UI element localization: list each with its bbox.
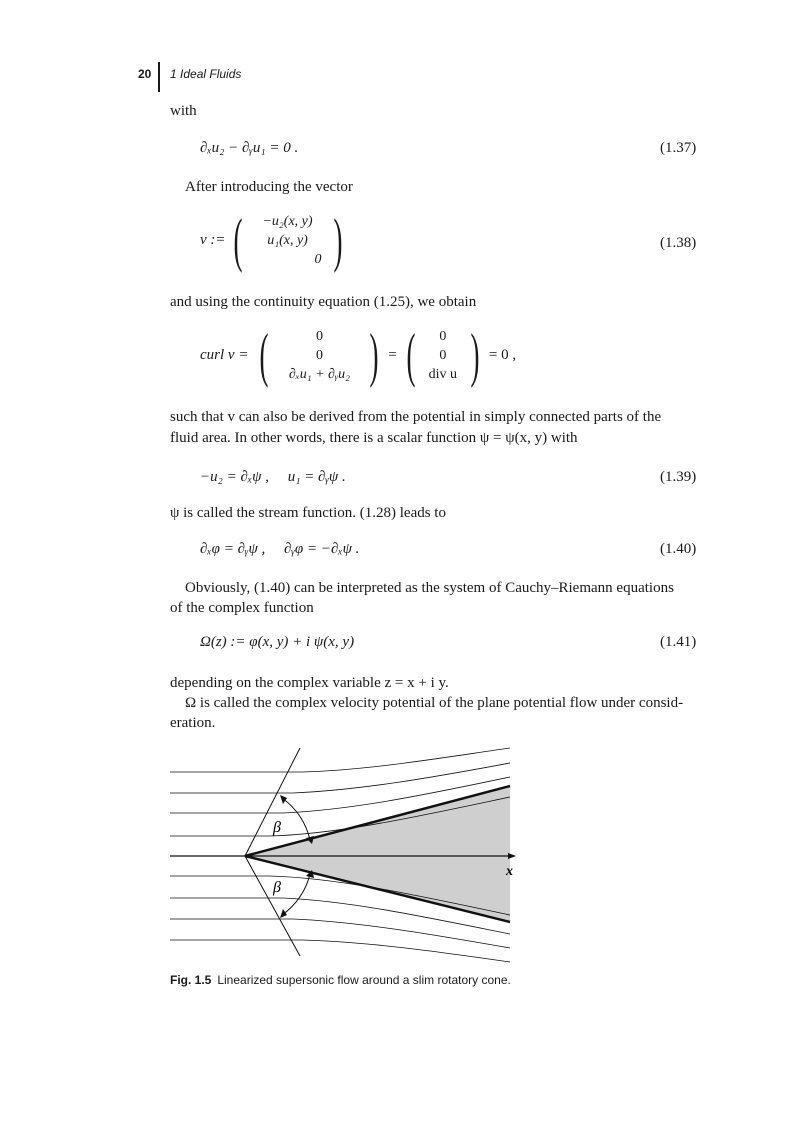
x-axis-label: x	[506, 864, 513, 879]
arc-arrowhead	[280, 909, 287, 918]
text-continuity: and using the continuity equation (1.25), we obtain	[170, 294, 477, 310]
left-paren: (	[259, 322, 269, 388]
vector-v-definition: v :=	[200, 231, 226, 248]
streamline	[170, 748, 510, 772]
mach-line-lower	[245, 856, 300, 956]
equation-number-1-40: (1.40)	[660, 541, 697, 557]
vector-row: −u₂(x, y)	[262, 213, 313, 229]
curl-lhs: curl v =	[200, 346, 249, 363]
text-after-introducing: After introducing the vector	[185, 179, 353, 195]
curl-row: 0	[439, 347, 447, 363]
angle-label-beta-top: β	[273, 819, 281, 836]
curl-tail: = 0 ,	[488, 346, 517, 363]
right-paren: )	[333, 207, 343, 273]
equation-1-38	[200, 207, 348, 273]
equation-1-37: ∂ₓu₂ − ∂ᵧu₁ = 0 .	[200, 140, 299, 156]
running-head: 1 Ideal Fluids	[170, 67, 242, 81]
arc-arrowhead	[280, 795, 287, 804]
header-divider	[158, 62, 160, 92]
text-such-that-2: fluid area. In other words, there is a scalar function ψ = ψ(x, y) with	[170, 430, 578, 446]
text-depending: depending on the complex variable z = x + i y.	[170, 675, 449, 691]
curl-row: 0	[439, 328, 447, 344]
caption-text: Linearized supersonic flow around a slim rotatory cone.	[217, 973, 511, 987]
right-paren: )	[470, 322, 480, 388]
equation-curl	[200, 322, 517, 388]
equation-number-1-41: (1.41)	[660, 634, 697, 650]
x-axis-arrowhead	[508, 853, 516, 859]
streamline	[170, 940, 510, 962]
text-obviously-1: Obviously, (1.40) can be interpreted as the system of Cauchy–Riemann equations	[185, 580, 674, 596]
angle-label-beta-bottom: β	[273, 879, 281, 896]
figure-cone-flow	[160, 740, 530, 965]
equation-number-1-39: (1.39)	[660, 469, 697, 485]
curl-row: 0	[315, 328, 323, 344]
equation-number-1-38: (1.38)	[660, 235, 697, 251]
curl-column-2	[421, 327, 465, 384]
text-with: with	[170, 103, 197, 119]
vector-row: u₁(x, y)	[267, 232, 308, 248]
curl-row: div u	[428, 366, 458, 382]
equation-1-40: ∂ₓφ = ∂ᵧψ , ∂ᵧφ = −∂ₓψ .	[200, 541, 360, 557]
text-such-that-1: such that v can also be derived from the potential in simply connected parts of the	[170, 409, 662, 425]
right-paren: )	[369, 322, 379, 388]
curl-row: 0	[315, 347, 323, 363]
curl-row: ∂ₓu₁ + ∂ᵧu₂	[288, 366, 351, 382]
page-number: 20	[138, 67, 152, 81]
curl-column	[274, 327, 364, 384]
text-omega-1: Ω is called the complex velocity potential of the plane potential flow under consid-	[185, 695, 684, 711]
caption-label: Fig. 1.5	[170, 973, 212, 987]
figure-caption	[170, 973, 511, 987]
streamline	[170, 919, 510, 948]
text-obviously-2: of the complex function	[170, 600, 314, 616]
angle-arc-lower	[282, 874, 310, 915]
vector-row: 0	[314, 251, 322, 267]
equation-1-41: Ω(z) := φ(x, y) + i ψ(x, y)	[200, 634, 355, 650]
text-stream-function: ψ is called the stream function. (1.28) leads to	[170, 505, 446, 521]
mach-line-upper	[245, 748, 300, 856]
equation-1-39: −u₂ = ∂ₓψ , u₁ = ∂ᵧψ .	[200, 469, 346, 485]
vector-column	[248, 212, 328, 269]
text-omega-2: eration.	[170, 715, 216, 731]
streamline	[170, 763, 510, 793]
equation-number-1-37: (1.37)	[660, 140, 697, 156]
equals-sign: =	[388, 346, 397, 363]
left-paren: (	[406, 322, 416, 388]
left-paren: (	[233, 207, 243, 273]
